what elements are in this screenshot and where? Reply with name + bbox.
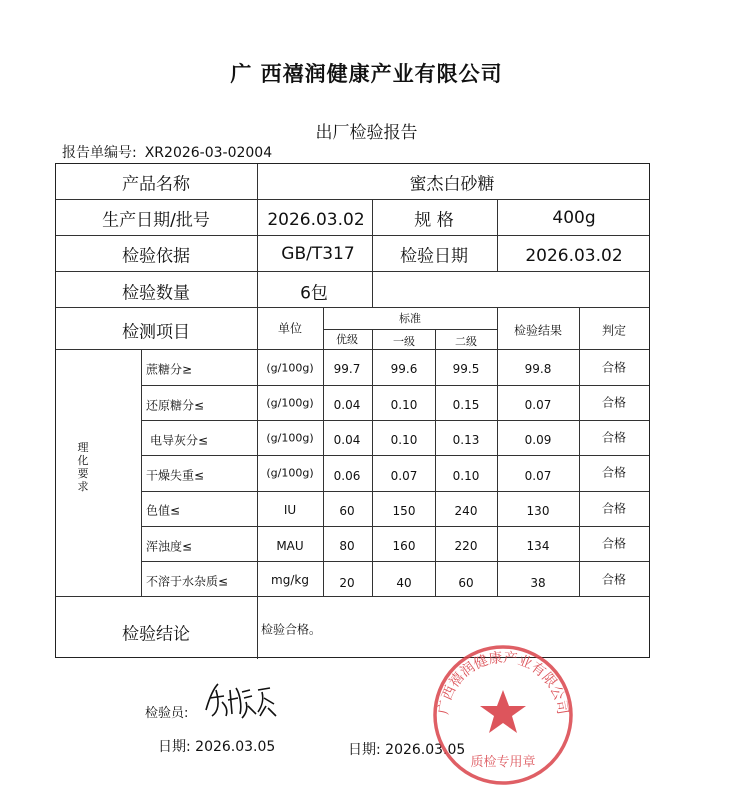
row-second: 220 bbox=[454, 539, 478, 553]
row-result: 0.07 bbox=[524, 469, 552, 483]
row-name: 干燥失重≤ bbox=[146, 468, 205, 483]
row-first: 99.6 bbox=[390, 362, 418, 376]
row-judgement: 合格 bbox=[601, 501, 627, 516]
row-name: 不溶于水杂质≤ bbox=[146, 574, 229, 589]
row-judgement: 合格 bbox=[601, 430, 627, 445]
test-date-label: 检验日期 bbox=[400, 246, 468, 267]
row-excellent: 20 bbox=[339, 576, 355, 590]
product-name-label: 产品名称 bbox=[122, 174, 190, 195]
row-unit: MAU bbox=[276, 539, 304, 553]
conclusion-value: 检验合格。 bbox=[261, 622, 322, 637]
row-result: 99.8 bbox=[524, 362, 552, 376]
row-judgement: 合格 bbox=[601, 395, 627, 410]
row-result: 38 bbox=[530, 576, 546, 590]
conclusion-label: 检验结论 bbox=[122, 624, 190, 645]
quantity-value: 6包 bbox=[300, 283, 328, 304]
row-judgement: 合格 bbox=[601, 572, 627, 587]
row-first: 150 bbox=[392, 504, 416, 518]
standard-header: 标准 bbox=[399, 312, 421, 325]
row-second: 0.15 bbox=[452, 398, 480, 412]
basis-value: GB/T317 bbox=[281, 244, 355, 264]
row-excellent: 60 bbox=[339, 504, 355, 518]
row-second: 0.13 bbox=[452, 433, 480, 447]
row-unit: (g/100g) bbox=[266, 396, 314, 410]
company-stamp bbox=[428, 640, 578, 790]
date-right: 日期: 2026.03.05 bbox=[348, 742, 466, 758]
row-judgement: 合格 bbox=[601, 360, 627, 375]
row-judgement: 合格 bbox=[601, 536, 627, 551]
row-name: 色值≤ bbox=[146, 503, 181, 518]
row-first: 160 bbox=[392, 539, 416, 553]
date-left: 日期: 2026.03.05 bbox=[158, 739, 276, 755]
stamp-text: 广西禧润健康产业有限公司 bbox=[435, 649, 571, 716]
row-second: 240 bbox=[454, 504, 478, 518]
production-date-label: 生产日期/批号 bbox=[102, 210, 210, 231]
spec-value: 400g bbox=[552, 208, 596, 228]
row-name: 还原糖分≤ bbox=[146, 398, 205, 413]
row-name: 电导灰分≤ bbox=[150, 433, 209, 448]
test-item-header: 检测项目 bbox=[122, 322, 190, 343]
row-result: 0.07 bbox=[524, 398, 552, 412]
row-judgement: 合格 bbox=[601, 465, 627, 480]
row-first: 0.07 bbox=[390, 469, 418, 483]
inspector-signature bbox=[200, 676, 280, 722]
row-name: 蔗糖分≥ bbox=[146, 362, 193, 377]
row-result: 134 bbox=[526, 539, 550, 553]
result-header: 检验结果 bbox=[513, 323, 563, 338]
basis-label: 检验依据 bbox=[122, 246, 190, 267]
row-excellent: 0.04 bbox=[333, 398, 361, 412]
second-grade-header: 二级 bbox=[455, 335, 477, 348]
row-unit: mg/kg bbox=[271, 573, 309, 587]
spec-label: 规 格 bbox=[414, 210, 454, 231]
row-excellent: 99.7 bbox=[333, 362, 361, 376]
company-name: 广 西禧润健康产业有限公司 bbox=[230, 62, 503, 86]
unit-header: 单位 bbox=[277, 321, 303, 336]
inspector-label: 检验员: bbox=[145, 706, 189, 721]
report-number-value: XR2026-03-02004 bbox=[144, 145, 273, 161]
report-number bbox=[62, 142, 272, 162]
first-grade-header: 一级 bbox=[393, 335, 415, 348]
row-unit: (g/100g) bbox=[266, 431, 314, 445]
row-excellent: 80 bbox=[339, 539, 355, 553]
row-result: 130 bbox=[526, 504, 550, 518]
excellent-header: 优级 bbox=[336, 333, 358, 346]
row-unit: (g/100g) bbox=[266, 361, 314, 375]
row-second: 0.10 bbox=[452, 469, 480, 483]
row-first: 0.10 bbox=[390, 398, 418, 412]
row-second: 99.5 bbox=[452, 362, 480, 376]
row-excellent: 0.04 bbox=[333, 433, 361, 447]
product-name: 蜜杰白砂糖 bbox=[409, 174, 495, 195]
report-title: 出厂检验报告 bbox=[315, 123, 418, 143]
row-unit: IU bbox=[283, 503, 297, 517]
quantity-label: 检验数量 bbox=[122, 283, 190, 304]
row-first: 40 bbox=[396, 576, 412, 590]
stamp-subtext: 质检专用章 bbox=[470, 755, 536, 770]
row-result: 0.09 bbox=[524, 433, 552, 447]
report-number-label: 报告单编号: bbox=[62, 145, 137, 161]
row-unit: (g/100g) bbox=[266, 466, 314, 480]
category-label: 理化要求 bbox=[77, 441, 89, 493]
production-date: 2026.03.02 bbox=[267, 210, 365, 230]
row-name: 浑浊度≤ bbox=[146, 539, 193, 554]
test-date: 2026.03.02 bbox=[525, 246, 623, 266]
inspection-table bbox=[55, 163, 650, 658]
judgement-header: 判定 bbox=[601, 323, 627, 338]
row-second: 60 bbox=[458, 576, 474, 590]
row-first: 0.10 bbox=[390, 433, 418, 447]
row-excellent: 0.06 bbox=[333, 469, 361, 483]
